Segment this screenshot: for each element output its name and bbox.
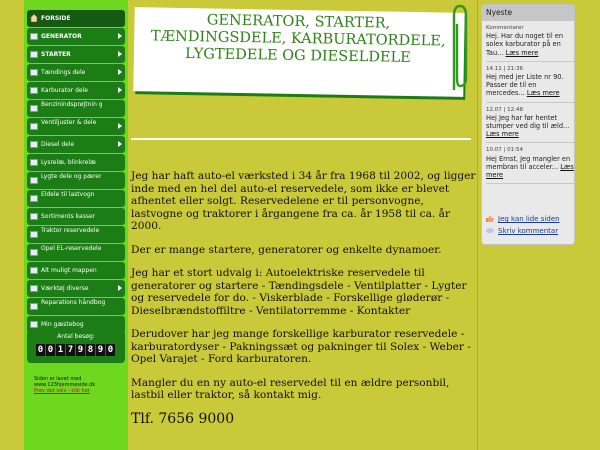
counter-digit: 7 — [67, 345, 74, 355]
header-banner — [133, 7, 464, 97]
comment-entry — [486, 106, 574, 144]
write-comment-link[interactable] — [486, 225, 574, 237]
comment-list — [486, 24, 574, 187]
nav-item-label: Benzinindsprøjtnin g — [41, 101, 103, 108]
nav-item-label: Alt muligt mappen — [41, 267, 97, 274]
comment-date: 14.11 | 21:36 — [486, 65, 523, 72]
nav-item-label: STARTER — [41, 51, 71, 58]
comment-text: Hej Jeg har før hentet stumper ved dig til æld... — [486, 113, 570, 131]
page-icon — [30, 321, 38, 328]
contact-paragraph: Mangler du en ny auto-el reservedel til en ældre personbil, lastbil eller traktor, så kontakt mig. — [131, 376, 450, 401]
nav-item-label: GENERATOR — [41, 33, 82, 40]
page-icon — [30, 213, 38, 220]
nav-item[interactable] — [27, 226, 125, 243]
main-content — [131, 170, 476, 436]
comment-text: Hej Ernst, Jeg mangler en membran til acceler... — [486, 154, 571, 171]
page-icon — [30, 69, 38, 76]
nav-item-label: Traktor reservedele — [41, 227, 100, 234]
comment-date: 12.07 | 12:48 — [486, 106, 523, 113]
page-icon — [30, 177, 38, 184]
nav-item-label: Reparations håndbog — [41, 299, 106, 306]
credit-line-2: www.123hjemmeside.dk — [34, 382, 96, 388]
read-more-link[interactable]: Læs mere — [505, 48, 539, 57]
nav-item[interactable] — [27, 244, 125, 261]
nav-item-label: Tændings dele — [41, 69, 86, 76]
chevron-right-icon — [118, 51, 122, 57]
paperclip-icon — [448, 2, 472, 94]
page-icon — [30, 303, 38, 310]
chevron-right-icon — [118, 123, 122, 129]
tab-newest[interactable]: Nyeste — [482, 5, 574, 21]
read-more-link[interactable]: Læs mere — [486, 130, 519, 139]
nav-item[interactable] — [27, 190, 125, 207]
nav-item-label: FORSIDE — [41, 15, 71, 22]
visitor-counter-digits — [36, 344, 115, 356]
chevron-right-icon — [118, 87, 122, 93]
nav-menu — [27, 10, 125, 334]
column-divider — [477, 0, 478, 450]
site-credit — [34, 376, 124, 394]
counter-digit: 9 — [97, 345, 104, 355]
counter-digit: 0 — [47, 345, 54, 355]
nav-item[interactable] — [27, 100, 125, 117]
chevron-right-icon — [118, 33, 122, 39]
nav-item[interactable] — [27, 136, 125, 153]
read-more-link[interactable]: Læs mere — [486, 162, 574, 180]
nav-item[interactable] — [27, 46, 125, 63]
carburetor-paragraph: Derudover har jeg mange forskellige karburator reservedele - karburatordyser - Pakningssæt og pakninger til Solex - Weber - Opel Varajet - Ford karburatoren. — [131, 328, 471, 365]
page-icon — [30, 51, 38, 58]
left-navigation — [24, 0, 128, 450]
nav-item-label: Lygte dele og pærer — [41, 173, 102, 180]
nav-item-label: Lysrelæ, blinkrelæ — [41, 159, 96, 166]
page-icon — [30, 105, 38, 112]
nav-item[interactable] — [27, 10, 125, 27]
nav-item-label: Eldele til lastvogn — [41, 191, 95, 198]
comment-icon — [486, 228, 494, 234]
nav-item[interactable] — [27, 298, 125, 315]
comment-text: Hej med jer Liste nr 90. Passer de til en mercedes... — [486, 73, 564, 98]
nav-item-label: Ventiljuster & dele — [41, 119, 97, 126]
page-icon — [30, 123, 38, 130]
nav-item-label: Min gæstebog — [41, 321, 84, 328]
counter-digit: 9 — [77, 345, 84, 355]
nav-item[interactable] — [27, 154, 125, 171]
counter-digit: 1 — [57, 345, 64, 355]
page-icon — [30, 159, 38, 166]
phone-number: Tlf. 7656 9000 — [131, 410, 235, 427]
comment-date: Kommentarer — [486, 25, 524, 31]
counter-digit: 0 — [107, 345, 114, 355]
nav-item[interactable] — [27, 208, 125, 225]
page-icon — [30, 87, 38, 94]
nav-item-label: Opel EL-reservedele — [41, 245, 102, 252]
action-label: Jeg kan lide siden — [498, 215, 560, 223]
page-icon — [30, 249, 38, 256]
page-icon — [30, 267, 38, 274]
nav-item[interactable] — [27, 262, 125, 279]
nav-item-label: Værktøj diverse — [41, 285, 89, 292]
nav-item[interactable] — [27, 280, 125, 297]
latest-comments-panel — [481, 4, 575, 245]
chevron-right-icon — [118, 69, 122, 75]
page-icon — [30, 33, 38, 40]
comment-entry — [486, 146, 574, 184]
page-icon — [30, 195, 38, 202]
comment-date: 10.07 | 01:54 — [486, 147, 523, 154]
intro-paragraph: Jeg har haft auto-el værksted i 34 år fra 1968 til 2002, og ligger inde med en hel del auto-el reservedele, som ikke er blevet afhentet eller solgt. Reservedelene er til personvogne, lastvogne og traktorer i årgangene fra ca. år 1958 til ca. år 2000. — [131, 170, 476, 232]
counter-digit: 8 — [87, 345, 94, 355]
nav-item[interactable] — [27, 64, 125, 81]
comment-entry — [486, 24, 574, 62]
page-icon — [30, 141, 38, 148]
thumbs-up-icon — [486, 216, 494, 222]
page-icon — [30, 231, 38, 238]
credit-line-1: Siden er lavet med — [34, 376, 82, 382]
comment-entry — [486, 65, 574, 103]
credit-link[interactable]: Prøv det selv - klik her — [34, 388, 90, 394]
action-label: Skriv kommentar — [498, 227, 559, 235]
nav-item[interactable] — [27, 172, 125, 189]
read-more-link[interactable]: Læs mere — [526, 89, 560, 98]
visitor-counter-label: Antal besøg: — [57, 333, 95, 340]
assortment-paragraph: Jeg har et stort udvalg i: Autoelektriske reservedele til generatorer og startere - Tændingsdele - Ventilplatter - Lygter og reservedele for do. - Viskerblade - Forskellige gløderør - Dieselbrændstoffiltre - Ventilatorremme - Kontakter — [131, 267, 467, 317]
nav-item[interactable] — [27, 118, 125, 135]
header-divider — [131, 138, 471, 140]
starters-paragraph: Der er mange startere, generatorer og enkelte dynamoer. — [131, 243, 442, 256]
chevron-right-icon — [118, 285, 122, 291]
page-title: GENERATOR, STARTER, TÆNDINGSDELE, KARBURATORDELE, LYGTEDELE OG DIESELDELE — [150, 12, 446, 66]
like-page-link[interactable] — [486, 213, 574, 225]
nav-item-label: Diesel dele — [41, 141, 75, 148]
visitor-counter — [27, 330, 125, 363]
nav-item[interactable] — [27, 82, 125, 99]
nav-item-label: Karburator dele — [41, 87, 88, 94]
counter-digit: 0 — [37, 345, 44, 355]
comment-text: Hej. Har du noget til en solex karburator på en Tau... — [486, 32, 564, 57]
nav-item[interactable] — [27, 28, 125, 45]
page-icon — [30, 285, 38, 292]
nav-item-label: Sortiments kasser — [41, 213, 96, 220]
sidebar-actions — [486, 213, 574, 237]
chevron-right-icon — [118, 141, 122, 147]
home-icon — [29, 13, 39, 23]
